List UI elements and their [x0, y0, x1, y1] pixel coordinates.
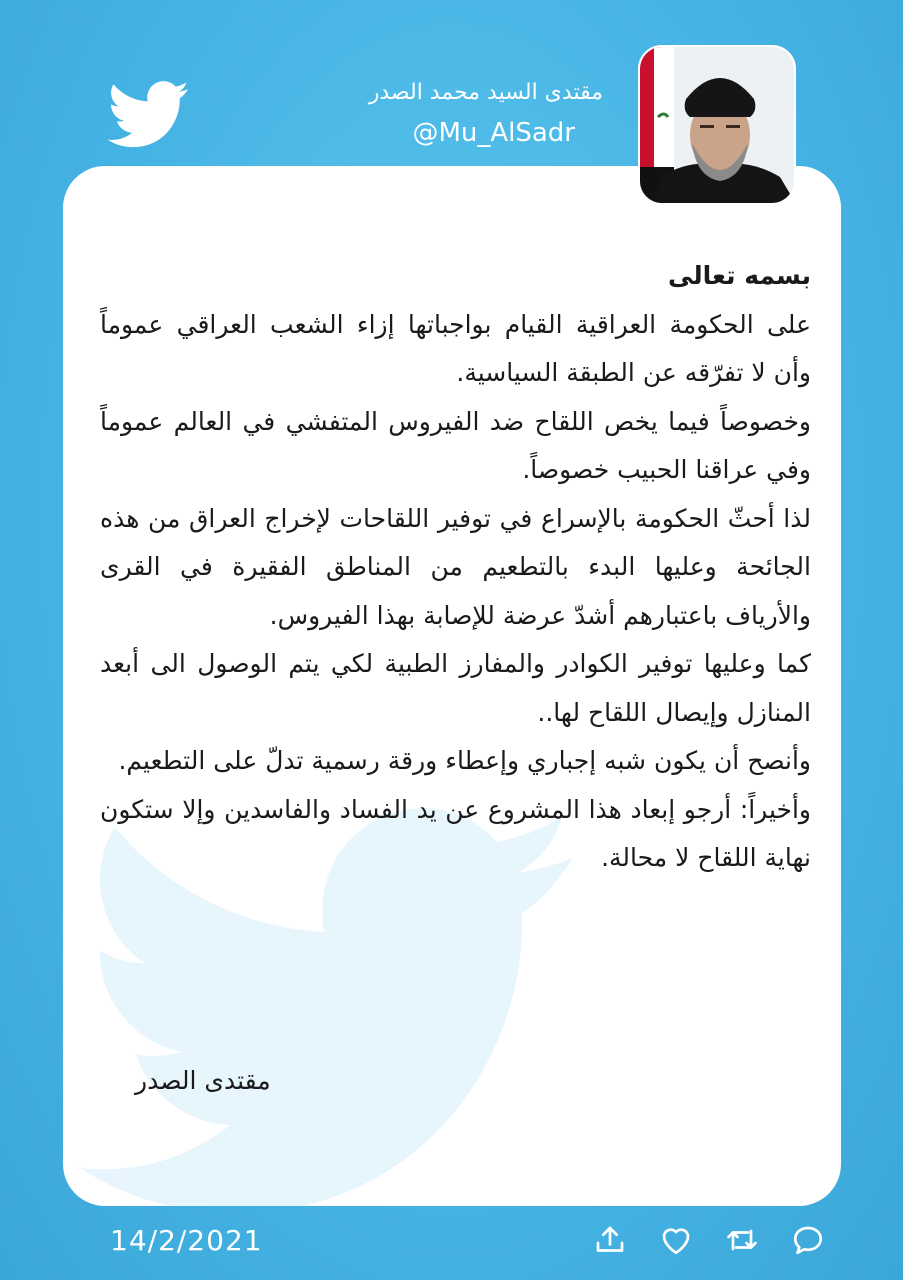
- display-name[interactable]: مقتدى السيد محمد الصدر: [368, 80, 603, 105]
- share-icon[interactable]: [592, 1222, 628, 1258]
- twitter-bird-icon: [108, 80, 190, 150]
- user-handle[interactable]: @Mu_AlSadr: [412, 118, 575, 148]
- retweet-icon[interactable]: [724, 1222, 760, 1258]
- tweet-line: بسمه تعالى: [667, 261, 811, 290]
- reply-icon[interactable]: [790, 1222, 826, 1258]
- tweet-line: وأخيراً: أرجو إبعاد هذا المشروع عن يد الفساد والفاسدين وإلا ستكون نهاية اللقاح لا محالة.: [100, 794, 811, 872]
- tweet-card: [63, 166, 841, 1206]
- tweet-line: وخصوصاً فيما يخص اللقاح ضد الفيروس المتفشي في العالم عموماً وفي عراقنا الحبيب خصوصاً.: [100, 406, 811, 484]
- like-icon[interactable]: [658, 1222, 694, 1258]
- signature: مقتدى الصدر: [135, 1066, 271, 1095]
- tweet-date: 14/2/2021: [110, 1224, 263, 1257]
- profile-avatar[interactable]: [638, 45, 796, 205]
- tweet-line: وأنصح أن يكون شبه إجباري وإعطاء ورقة رسمية تدلّ على التطعيم.: [118, 746, 811, 775]
- tweet-actions: [592, 1222, 826, 1258]
- tweet-line: على الحكومة العراقية القيام بواجباتها إزاء الشعب العراقي عموماً وأن لا تفرّقه عن الطبقة السياسية.: [100, 309, 811, 387]
- tweet-line: كما وعليها توفير الكوادر والمفارز الطبية لكي يتم الوصول الى أبعد المنازل وإيصال اللقاح لها..: [100, 649, 811, 727]
- tweet-line: لذا أحثّ الحكومة بالإسراع في توفير اللقاحات لإخراج العراق من هذه الجائحة وعليها البدء بالتطعيم من المناطق الفقيرة في القرى والأرياف باعتبارهم أشدّ عرضة للإصابة بهذا الفيروس.: [100, 503, 811, 630]
- tweet-text: [100, 252, 811, 883]
